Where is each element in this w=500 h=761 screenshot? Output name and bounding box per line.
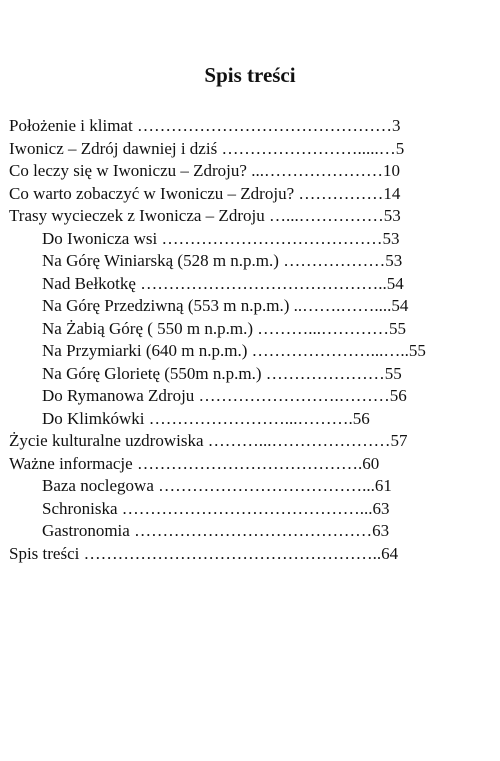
toc-subentry — [9, 385, 487, 408]
toc-page-number: 63 — [372, 521, 390, 540]
toc-entry-label: Życie kulturalne uzdrowiska — [9, 431, 204, 450]
toc-leader-dots: ………………………………... — [153, 476, 375, 495]
toc-entry-label: Spis treści — [9, 543, 80, 563]
toc-page-number: 14 — [383, 183, 401, 203]
toc-page-number: 10 — [382, 161, 400, 180]
toc-leader-dots: ……………… — [278, 251, 386, 270]
toc-page-number: 60 — [362, 453, 380, 473]
toc-subentry — [9, 520, 487, 543]
toc-entry — [9, 160, 487, 183]
toc-leader-dots: ………………… — [261, 363, 385, 383]
toc-leader-dots: ……………………………………... — [117, 498, 373, 518]
toc-page-number: 56 — [352, 408, 370, 428]
toc-entry-label: Trasy wycieczek z Iwonicza – Zdroju — [9, 206, 265, 225]
toc-entry — [9, 430, 487, 453]
toc-leader-dots: ..…….…….... — [289, 296, 392, 315]
toc-page-number: 54 — [386, 273, 404, 293]
toc-leader-dots: ………………………………… — [157, 228, 383, 248]
toc-entry-label: Co leczy się w Iwoniczu – Zdroju? — [9, 161, 247, 180]
toc-page-number: 53 — [383, 206, 401, 225]
toc-page-number: 64 — [381, 543, 399, 563]
toc-subentry — [9, 250, 487, 273]
toc-subentry — [9, 408, 487, 431]
toc-entry — [9, 138, 487, 161]
toc-entry-label: Do Iwonicza wsi — [42, 228, 158, 248]
toc-leader-dots: ...………………… — [246, 161, 383, 180]
toc-entry-label: Na Żabią Górę ( 550 m n.p.m.) — [42, 318, 254, 338]
toc-entry-label: Do Klimkówki — [42, 408, 145, 428]
toc-leader-dots: …...…………… — [264, 206, 384, 225]
toc-leader-dots: ………...………… — [253, 318, 390, 338]
toc-subentry — [9, 340, 487, 363]
toc-entry-label: Na Górę Przedziwną (553 m n.p.m.) — [42, 296, 290, 315]
toc-entry — [9, 453, 487, 476]
toc-page-number: 61 — [374, 476, 392, 495]
toc-entry-label: Schroniska — [42, 498, 118, 518]
toc-page-number: 56 — [389, 386, 407, 405]
toc-page-number: 54 — [391, 296, 409, 315]
toc-entry-label: Co warto zobaczyć w Iwoniczu – Zdroju? — [9, 183, 295, 203]
toc-subentry — [9, 228, 487, 251]
toc-entry-label: Położenie i klimat — [9, 116, 133, 135]
toc-page-number: 63 — [372, 498, 390, 518]
toc-leader-dots: ………...………………… — [203, 431, 391, 450]
toc-page-number: 55 — [408, 341, 426, 360]
toc-page-number: 55 — [389, 318, 407, 338]
toc-entry-label: Gastronomia — [42, 521, 130, 540]
toc-entry-label: Na Górę Glorietę (550m n.p.m.) — [42, 363, 262, 383]
toc-entry-label: Do Rymanowa Zdroju — [42, 386, 195, 405]
toc-leader-dots: ……………………………………… — [132, 116, 392, 135]
toc-entry-label: Baza noclegowa — [42, 476, 154, 495]
table-of-contents — [9, 115, 487, 565]
toc-page-number: 53 — [385, 251, 403, 270]
toc-entry-label: Ważne informacje — [9, 453, 133, 473]
page-title: Spis treści — [204, 63, 296, 87]
toc-leader-dots: …………………………………….. — [135, 273, 387, 293]
toc-subentry — [9, 363, 487, 386]
toc-subentry — [9, 273, 487, 296]
toc-subentry — [9, 498, 487, 521]
toc-subentry — [9, 318, 487, 341]
toc-entry-label: Iwonicz – Zdrój dawniej i dziś — [9, 138, 218, 158]
toc-leader-dots: …………… — [294, 183, 384, 203]
toc-page-number: 5 — [395, 138, 405, 158]
toc-leader-dots: …………………….....… — [217, 138, 396, 158]
toc-page-number: 53 — [382, 228, 400, 248]
toc-page-number: 55 — [384, 363, 402, 383]
toc-entry — [9, 115, 487, 138]
toc-leader-dots: …………………………………. — [132, 453, 363, 473]
toc-page-number: 3 — [391, 116, 401, 135]
toc-entry-label: Nad Bełkotkę — [42, 273, 136, 293]
toc-page-number: 57 — [390, 431, 408, 450]
toc-entry — [9, 183, 487, 206]
toc-entry-label: Na Przymiarki (640 m n.p.m.) — [42, 341, 248, 360]
toc-leader-dots: ……………………...………. — [144, 408, 353, 428]
toc-subentry — [9, 295, 487, 318]
toc-entry — [9, 543, 487, 566]
toc-leader-dots: …………………...….. — [247, 341, 409, 360]
toc-entry — [9, 205, 487, 228]
toc-leader-dots: …………………………………………….. — [79, 543, 382, 563]
toc-leader-dots: …………………………………… — [129, 521, 373, 540]
toc-subentry — [9, 475, 487, 498]
toc-leader-dots: …………………….……… — [194, 386, 390, 405]
toc-entry-label: Na Górę Winiarską (528 m n.p.m.) — [42, 251, 279, 270]
